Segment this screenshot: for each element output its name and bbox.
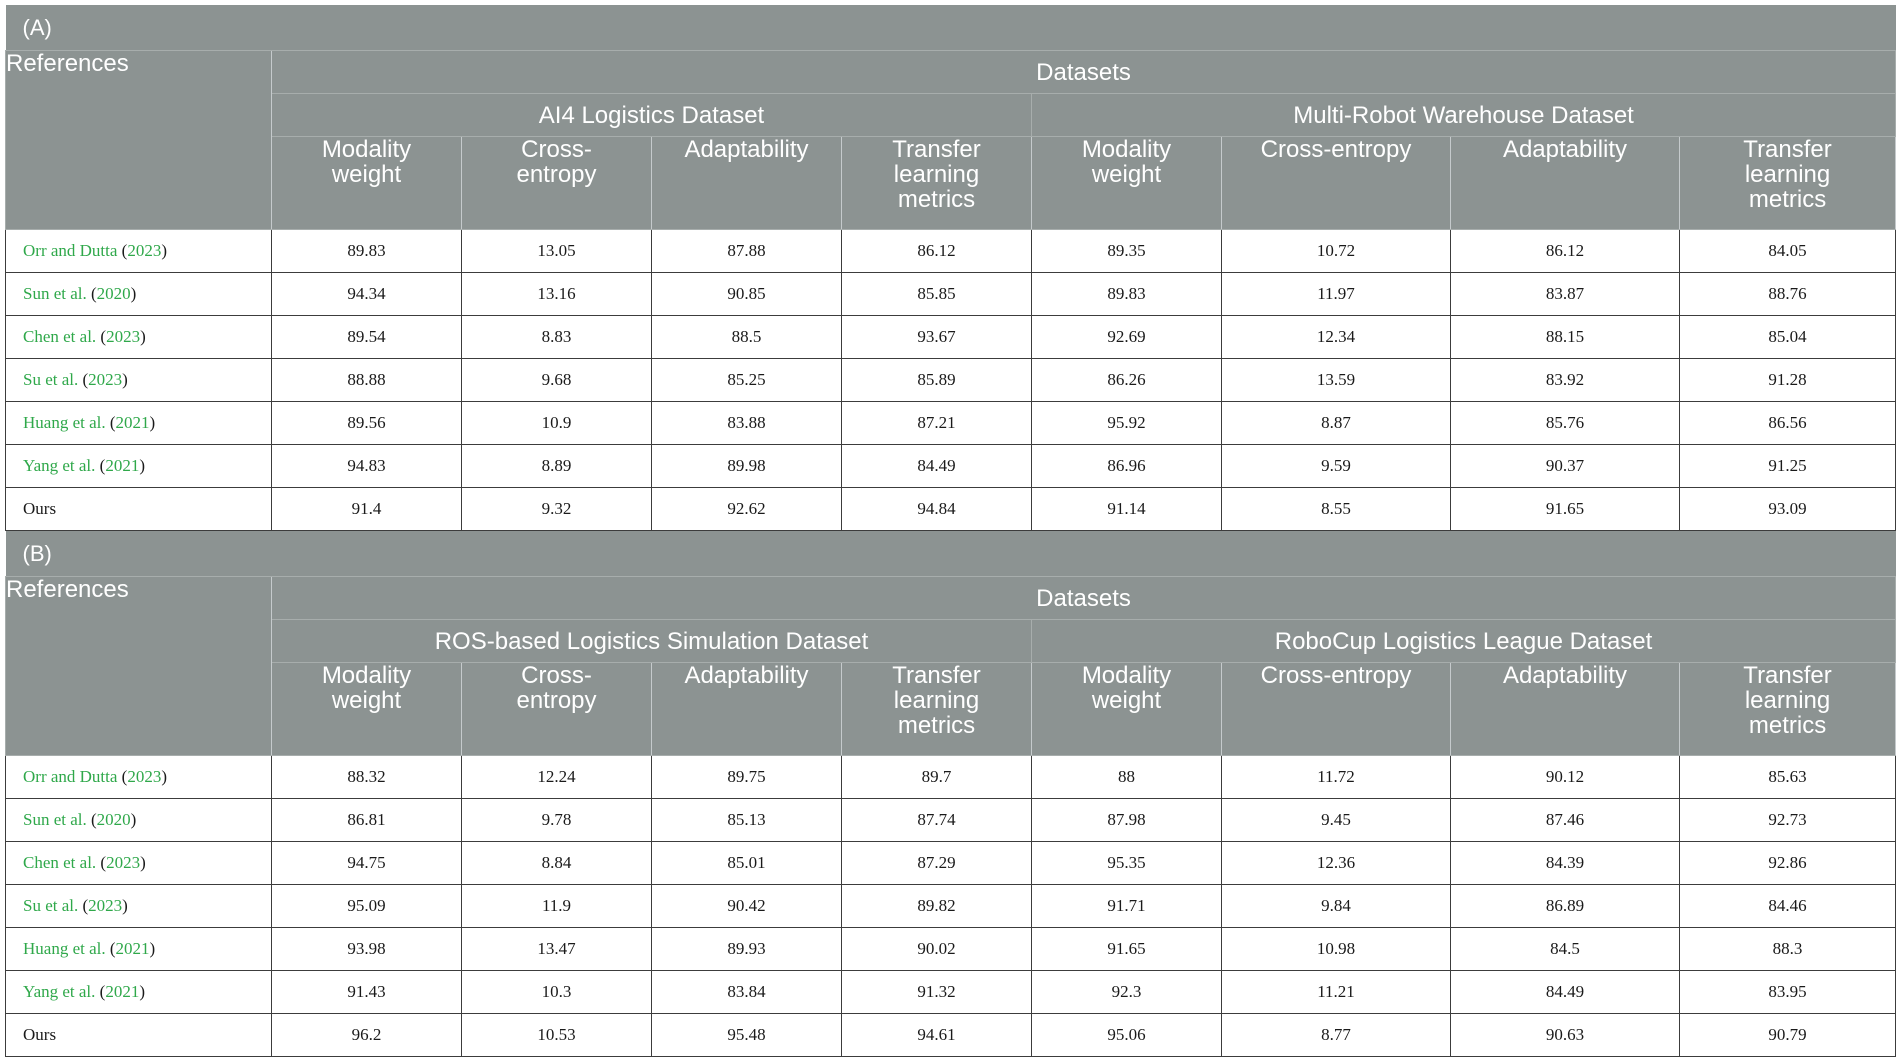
table-row xyxy=(6,885,1896,928)
header-row-datasets xyxy=(6,620,1896,663)
value-cell: 85.89 xyxy=(842,359,1032,402)
value-cell: 89.35 xyxy=(1032,230,1222,273)
value-cell: 9.68 xyxy=(462,359,652,402)
reference-year-link[interactable]: 2023 xyxy=(127,767,162,786)
value-cell: 84.49 xyxy=(1451,971,1680,1014)
value-cell: 83.87 xyxy=(1451,273,1680,316)
value-cell: 83.95 xyxy=(1680,971,1896,1014)
metric-header-line: Adaptability xyxy=(1502,662,1628,689)
metric-header-line: weight xyxy=(331,687,402,714)
reference-cell: Orr and Dutta (2023) xyxy=(6,756,272,799)
value-cell: 10.72 xyxy=(1222,230,1451,273)
value-cell: 88.88 xyxy=(272,359,462,402)
header-row-datasets xyxy=(6,94,1896,137)
table-row xyxy=(6,971,1896,1014)
table-row xyxy=(6,359,1896,402)
value-cell: 91.65 xyxy=(1032,928,1222,971)
value-cell: 94.61 xyxy=(842,1014,1032,1057)
metric-header-line: Cross-entropy xyxy=(1260,136,1412,163)
comparison-table-container xyxy=(5,5,1895,1057)
value-cell: 94.84 xyxy=(842,488,1032,531)
comparison-table xyxy=(5,5,1896,1057)
datasets-header: Datasets xyxy=(272,577,1896,620)
value-cell: 13.16 xyxy=(462,273,652,316)
reference-cell: Yang et al. (2021) xyxy=(6,971,272,1014)
value-cell: 91.25 xyxy=(1680,445,1896,488)
reference-link[interactable]: Chen et al. xyxy=(23,853,97,872)
value-cell: 87.21 xyxy=(842,402,1032,445)
value-cell: 95.06 xyxy=(1032,1014,1222,1057)
value-cell: 13.05 xyxy=(462,230,652,273)
metric-header-line: Modality xyxy=(1081,136,1172,163)
metric-header-line: Cross- xyxy=(521,662,592,689)
metric-header xyxy=(1680,663,1896,756)
metric-header-line: metrics xyxy=(897,712,976,739)
value-cell: 94.83 xyxy=(272,445,462,488)
value-cell: 89.98 xyxy=(652,445,842,488)
value-cell: 87.74 xyxy=(842,799,1032,842)
dataset-b-header: Multi-Robot Warehouse Dataset xyxy=(1032,94,1896,137)
reference-link[interactable]: Yang et al. xyxy=(23,456,96,475)
value-cell: 91.71 xyxy=(1032,885,1222,928)
reference-cell: Chen et al. (2023) xyxy=(6,316,272,359)
value-cell: 92.3 xyxy=(1032,971,1222,1014)
value-cell: 11.21 xyxy=(1222,971,1451,1014)
value-cell: 86.12 xyxy=(842,230,1032,273)
value-cell: 93.98 xyxy=(272,928,462,971)
datasets-header: Datasets xyxy=(272,51,1896,94)
value-cell: 9.84 xyxy=(1222,885,1451,928)
metric-header xyxy=(842,663,1032,756)
panel-label-row xyxy=(6,531,1896,577)
dataset-b-header: RoboCup Logistics League Dataset xyxy=(1032,620,1896,663)
table-row-ours xyxy=(6,488,1896,531)
value-cell: 92.62 xyxy=(652,488,842,531)
value-cell: 85.01 xyxy=(652,842,842,885)
value-cell: 89.54 xyxy=(272,316,462,359)
value-cell: 88.32 xyxy=(272,756,462,799)
metric-header xyxy=(652,137,842,230)
reference-year-link[interactable]: 2023 xyxy=(88,370,123,389)
reference-link[interactable]: Huang et al. xyxy=(23,939,106,958)
value-cell: 85.04 xyxy=(1680,316,1896,359)
value-cell: 91.65 xyxy=(1451,488,1680,531)
value-cell: 87.29 xyxy=(842,842,1032,885)
metric-header-line: Cross- xyxy=(521,136,592,163)
value-cell: 10.9 xyxy=(462,402,652,445)
value-cell: 89.83 xyxy=(1032,273,1222,316)
metric-header-line: weight xyxy=(1091,687,1162,714)
reference-cell: Huang et al. (2021) xyxy=(6,928,272,971)
metric-header xyxy=(1032,137,1222,230)
value-cell: 84.39 xyxy=(1451,842,1680,885)
metric-header-line: Transfer xyxy=(892,662,981,689)
reference-year-link[interactable]: 2021 xyxy=(115,939,150,958)
header-row-metrics xyxy=(6,137,1896,230)
metric-header xyxy=(1451,137,1680,230)
reference-link[interactable]: Orr and Dutta xyxy=(23,241,118,260)
value-cell: 89.93 xyxy=(652,928,842,971)
value-cell: 13.59 xyxy=(1222,359,1451,402)
value-cell: 9.45 xyxy=(1222,799,1451,842)
table-row xyxy=(6,316,1896,359)
value-cell: 95.09 xyxy=(272,885,462,928)
value-cell: 12.24 xyxy=(462,756,652,799)
value-cell: 88.15 xyxy=(1451,316,1680,359)
metric-header xyxy=(652,663,842,756)
metric-header xyxy=(1032,663,1222,756)
reference-link[interactable]: Huang et al. xyxy=(23,413,106,432)
value-cell: 91.43 xyxy=(272,971,462,1014)
value-cell: 12.34 xyxy=(1222,316,1451,359)
value-cell: 93.09 xyxy=(1680,488,1896,531)
value-cell: 95.48 xyxy=(652,1014,842,1057)
value-cell: 10.3 xyxy=(462,971,652,1014)
value-cell: 89.83 xyxy=(272,230,462,273)
metric-header-line: Transfer xyxy=(892,136,981,163)
reference-link[interactable]: Sun et al. xyxy=(23,284,87,303)
metric-header-line: weight xyxy=(1091,161,1162,188)
dataset-a-header: AI4 Logistics Dataset xyxy=(272,94,1032,137)
metric-header-line: weight xyxy=(331,161,402,188)
references-header: References xyxy=(6,577,272,756)
value-cell: 86.56 xyxy=(1680,402,1896,445)
value-cell: 83.88 xyxy=(652,402,842,445)
value-cell: 90.42 xyxy=(652,885,842,928)
reference-link[interactable]: Chen et al. xyxy=(23,327,97,346)
value-cell: 84.05 xyxy=(1680,230,1896,273)
value-cell: 91.32 xyxy=(842,971,1032,1014)
reference-cell: Chen et al. (2023) xyxy=(6,842,272,885)
value-cell: 90.79 xyxy=(1680,1014,1896,1057)
value-cell: 84.5 xyxy=(1451,928,1680,971)
value-cell: 8.83 xyxy=(462,316,652,359)
metric-header xyxy=(462,137,652,230)
table-row xyxy=(6,273,1896,316)
value-cell: 8.77 xyxy=(1222,1014,1451,1057)
value-cell: 8.87 xyxy=(1222,402,1451,445)
metric-header-line: Transfer xyxy=(1743,136,1832,163)
value-cell: 86.26 xyxy=(1032,359,1222,402)
value-cell: 90.85 xyxy=(652,273,842,316)
reference-link[interactable]: Sun et al. xyxy=(23,810,87,829)
metric-header-line: Modality xyxy=(321,136,412,163)
value-cell: 85.85 xyxy=(842,273,1032,316)
metric-header xyxy=(462,663,652,756)
value-cell: 89.7 xyxy=(842,756,1032,799)
value-cell: 11.97 xyxy=(1222,273,1451,316)
value-cell: 8.55 xyxy=(1222,488,1451,531)
value-cell: 9.32 xyxy=(462,488,652,531)
value-cell: 87.98 xyxy=(1032,799,1222,842)
reference-link[interactable]: Orr and Dutta xyxy=(23,767,118,786)
value-cell: 83.92 xyxy=(1451,359,1680,402)
reference-cell: Su et al. (2023) xyxy=(6,885,272,928)
table-row xyxy=(6,230,1896,273)
reference-year-link[interactable]: 2023 xyxy=(106,327,141,346)
reference-cell: Sun et al. (2020) xyxy=(6,273,272,316)
value-cell: 87.46 xyxy=(1451,799,1680,842)
value-cell: 92.73 xyxy=(1680,799,1896,842)
reference-cell: Huang et al. (2021) xyxy=(6,402,272,445)
reference-cell: Yang et al. (2021) xyxy=(6,445,272,488)
value-cell: 11.9 xyxy=(462,885,652,928)
value-cell: 89.82 xyxy=(842,885,1032,928)
value-cell: 91.14 xyxy=(1032,488,1222,531)
value-cell: 85.13 xyxy=(652,799,842,842)
reference-year-link[interactable]: 2023 xyxy=(127,241,162,260)
reference-year-link[interactable]: 2023 xyxy=(88,896,123,915)
value-cell: 8.84 xyxy=(462,842,652,885)
table-row xyxy=(6,756,1896,799)
reference-year-link[interactable]: 2021 xyxy=(115,413,150,432)
metric-header-line: Modality xyxy=(321,662,412,689)
value-cell: 88.76 xyxy=(1680,273,1896,316)
reference-year-link[interactable]: 2021 xyxy=(105,982,140,1001)
metric-header-line: learning xyxy=(893,687,980,714)
reference-year-link[interactable]: 2021 xyxy=(105,456,140,475)
value-cell: 86.81 xyxy=(272,799,462,842)
value-cell: 88.5 xyxy=(652,316,842,359)
panel-label: (A) xyxy=(6,5,1896,51)
value-cell: 86.12 xyxy=(1451,230,1680,273)
panel-label: (B) xyxy=(6,531,1896,577)
metric-header xyxy=(272,137,462,230)
metric-header xyxy=(1451,663,1680,756)
metric-header xyxy=(1680,137,1896,230)
value-cell: 89.56 xyxy=(272,402,462,445)
metric-header xyxy=(842,137,1032,230)
value-cell: 11.72 xyxy=(1222,756,1451,799)
reference-link[interactable]: Yang et al. xyxy=(23,982,96,1001)
value-cell: 86.89 xyxy=(1451,885,1680,928)
table-row xyxy=(6,402,1896,445)
value-cell: 13.47 xyxy=(462,928,652,971)
metric-header-line: learning xyxy=(1744,687,1831,714)
metric-header-line: learning xyxy=(1744,161,1831,188)
value-cell: 85.76 xyxy=(1451,402,1680,445)
value-cell: 90.63 xyxy=(1451,1014,1680,1057)
value-cell: 83.84 xyxy=(652,971,842,1014)
reference-cell: Sun et al. (2020) xyxy=(6,799,272,842)
metric-header xyxy=(1222,663,1451,756)
metric-header-line: Adaptability xyxy=(684,662,809,689)
value-cell: 92.69 xyxy=(1032,316,1222,359)
header-row-top xyxy=(6,51,1896,94)
metric-header-line: entropy xyxy=(516,687,597,714)
metric-header-line: metrics xyxy=(1748,186,1827,213)
value-cell: 85.63 xyxy=(1680,756,1896,799)
metric-header-line: metrics xyxy=(1748,712,1827,739)
reference-year-link[interactable]: 2020 xyxy=(96,284,131,303)
metric-header-line: Cross-entropy xyxy=(1260,662,1412,689)
metric-header xyxy=(272,663,462,756)
metric-header-line: Adaptability xyxy=(1502,136,1628,163)
reference-cell: Orr and Dutta (2023) xyxy=(6,230,272,273)
metric-header-line: learning xyxy=(893,161,980,188)
value-cell: 8.89 xyxy=(462,445,652,488)
ours-label: Ours xyxy=(6,488,272,531)
value-cell: 86.96 xyxy=(1032,445,1222,488)
metric-header-line: Adaptability xyxy=(684,136,809,163)
value-cell: 95.35 xyxy=(1032,842,1222,885)
value-cell: 90.37 xyxy=(1451,445,1680,488)
value-cell: 87.88 xyxy=(652,230,842,273)
value-cell: 89.75 xyxy=(652,756,842,799)
table-row xyxy=(6,799,1896,842)
reference-year-link[interactable]: 2023 xyxy=(106,853,141,872)
table-row xyxy=(6,928,1896,971)
metric-header-line: entropy xyxy=(516,161,597,188)
reference-link[interactable]: Su et al. xyxy=(23,896,79,915)
header-row-metrics xyxy=(6,663,1896,756)
value-cell: 88 xyxy=(1032,756,1222,799)
metric-header-line: Transfer xyxy=(1743,662,1832,689)
metric-header xyxy=(1222,137,1451,230)
dataset-a-header: ROS-based Logistics Simulation Dataset xyxy=(272,620,1032,663)
value-cell: 92.86 xyxy=(1680,842,1896,885)
value-cell: 96.2 xyxy=(272,1014,462,1057)
reference-year-link[interactable]: 2020 xyxy=(96,810,131,829)
table-row xyxy=(6,445,1896,488)
metric-header-line: metrics xyxy=(897,186,976,213)
value-cell: 90.02 xyxy=(842,928,1032,971)
value-cell: 9.59 xyxy=(1222,445,1451,488)
value-cell: 10.53 xyxy=(462,1014,652,1057)
metric-header-line: Modality xyxy=(1081,662,1172,689)
value-cell: 9.78 xyxy=(462,799,652,842)
table-row-ours xyxy=(6,1014,1896,1057)
value-cell: 91.4 xyxy=(272,488,462,531)
value-cell: 94.75 xyxy=(272,842,462,885)
table-row xyxy=(6,842,1896,885)
panel-label-row xyxy=(6,5,1896,51)
ours-label: Ours xyxy=(6,1014,272,1057)
value-cell: 84.49 xyxy=(842,445,1032,488)
reference-cell: Su et al. (2023) xyxy=(6,359,272,402)
value-cell: 10.98 xyxy=(1222,928,1451,971)
value-cell: 88.3 xyxy=(1680,928,1896,971)
references-header: References xyxy=(6,51,272,230)
value-cell: 91.28 xyxy=(1680,359,1896,402)
value-cell: 94.34 xyxy=(272,273,462,316)
value-cell: 93.67 xyxy=(842,316,1032,359)
value-cell: 84.46 xyxy=(1680,885,1896,928)
reference-link[interactable]: Su et al. xyxy=(23,370,79,389)
value-cell: 90.12 xyxy=(1451,756,1680,799)
header-row-top xyxy=(6,577,1896,620)
value-cell: 85.25 xyxy=(652,359,842,402)
value-cell: 12.36 xyxy=(1222,842,1451,885)
value-cell: 95.92 xyxy=(1032,402,1222,445)
